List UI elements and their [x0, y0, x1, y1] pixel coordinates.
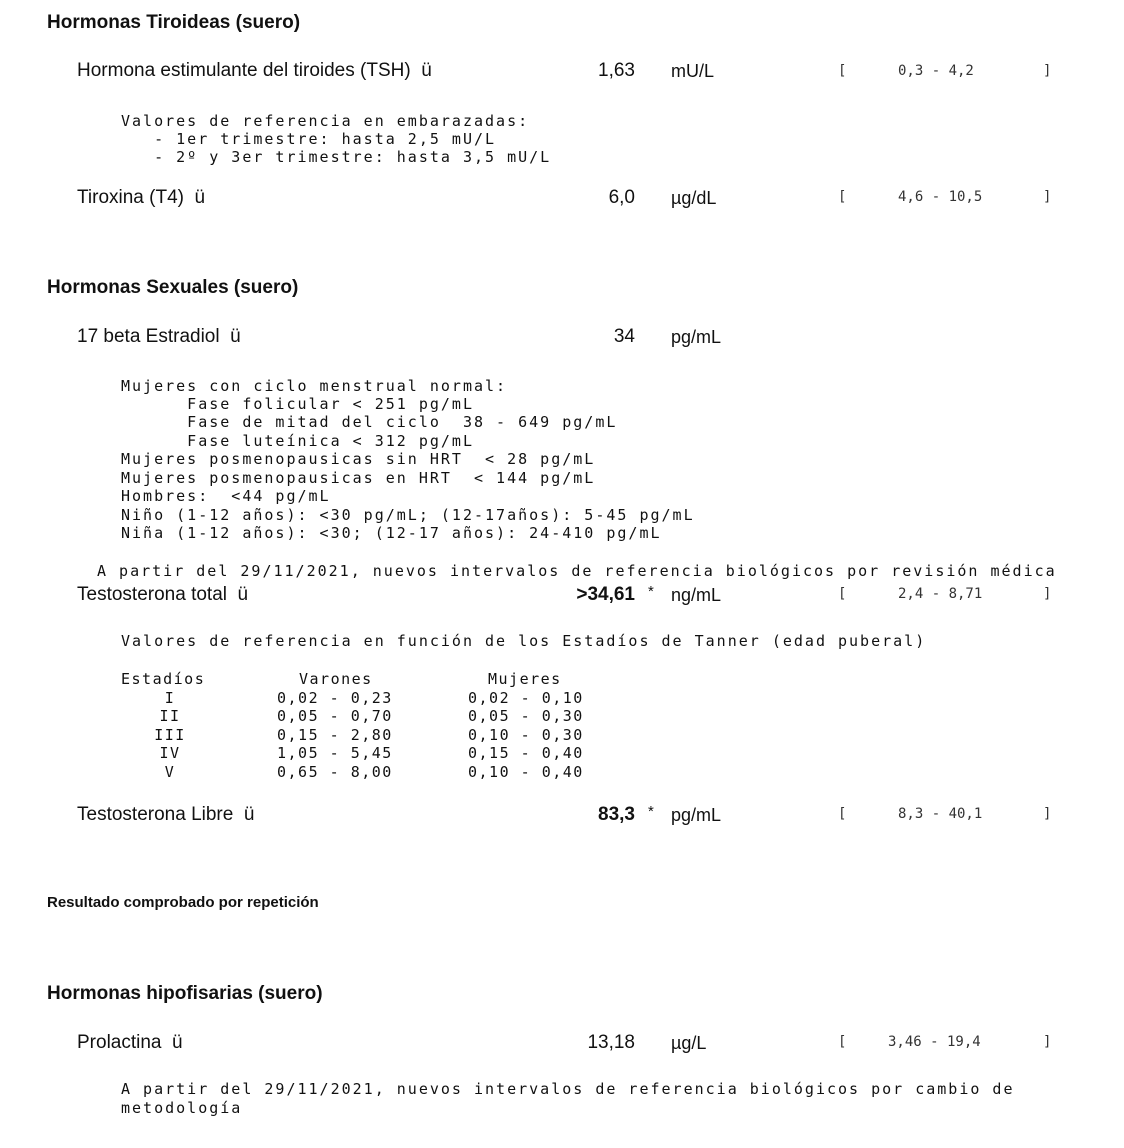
test-unit-testosterona-total: ng/mL — [671, 585, 722, 605]
note-estradiol-2: Fase folicular < 251 pg/mL — [121, 395, 474, 413]
note-estradiol-1: Mujeres con ciclo menstrual normal: — [121, 377, 508, 395]
note-estradiol-6: Mujeres posmenopausicas en HRT < 144 pg/mL — [121, 469, 596, 487]
range-open-bracket: [ — [838, 1034, 847, 1050]
test-range-tsh: 0,3 - 4,2 — [898, 63, 974, 79]
range-close-bracket: ] — [1043, 189, 1052, 205]
test-range-t4: 4,6 - 10,5 — [898, 189, 983, 205]
tanner-mujeres: 0,05 - 0,30 — [468, 707, 584, 725]
range-open-bracket: [ — [838, 806, 847, 822]
tanner-stage: IV — [159, 744, 181, 762]
note-tsh-2: - 1er trimestre: hasta 2,5 mU/L — [121, 130, 497, 148]
note-tsh-1: Valores de referencia en embarazadas: — [121, 112, 530, 130]
tanner-stage: III — [154, 726, 186, 744]
note-estradiol-9: Niña (1-12 años): <30; (12-17 años): 24-410 pg/mL — [121, 524, 662, 542]
tanner-mujeres: 0,10 - 0,40 — [468, 763, 584, 781]
note-tsh-3: - 2º y 3er trimestre: hasta 3,5 mU/L — [121, 148, 552, 166]
test-value-testosterona-libre: 83,3 — [598, 804, 635, 825]
test-unit-tsh: mU/L — [671, 61, 715, 81]
test-range-testosterona-total: 2,4 - 8,71 — [898, 586, 983, 602]
test-range-prolactina: 3,46 - 19,4 — [888, 1034, 981, 1050]
tanner-header-mujeres: Mujeres — [488, 670, 562, 688]
test-range-testosterona-libre: 8,3 - 40,1 — [898, 806, 983, 822]
note-apartir-metodologia-2: metodología — [121, 1099, 243, 1117]
note-tanner-title: Valores de referencia en función de los Estadíos de Tanner (edad puberal) — [121, 632, 927, 650]
tanner-varones: 1,05 - 5,45 — [277, 744, 393, 762]
tanner-stage: V — [164, 763, 176, 781]
note-estradiol-3: Fase de mitad del ciclo 38 - 649 pg/mL — [121, 413, 618, 431]
note-estradiol-8: Niño (1-12 años): <30 pg/mL; (12-17años): 5-45 pg/mL — [121, 506, 695, 524]
range-close-bracket: ] — [1043, 586, 1052, 602]
note-estradiol-4: Fase luteínica < 312 pg/mL — [121, 432, 474, 450]
test-value-testosterona-total: >34,61 — [576, 584, 635, 605]
test-unit-prolactina: µg/L — [671, 1033, 707, 1053]
note-repeticion: Resultado comprobado por repetición — [47, 894, 319, 911]
tanner-mujeres: 0,02 - 0,10 — [468, 689, 584, 707]
test-unit-estradiol: pg/mL — [671, 327, 722, 347]
tanner-varones: 0,15 - 2,80 — [277, 726, 393, 744]
note-apartir-revision: A partir del 29/11/2021, nuevos intervalos de referencia biológicos por revisión médica — [97, 562, 1057, 580]
tanner-varones: 0,65 - 8,00 — [277, 763, 393, 781]
abnormal-flag: * — [648, 583, 654, 600]
test-value-prolactina: 13,18 — [587, 1032, 635, 1053]
test-name-prolactina: Prolactina ü — [77, 1032, 183, 1053]
tanner-varones: 0,02 - 0,23 — [277, 689, 393, 707]
test-name-tsh: Hormona estimulante del tiroides (TSH) ü — [77, 60, 432, 81]
test-value-tsh: 1,63 — [598, 60, 635, 81]
test-name-testosterona-libre: Testosterona Libre ü — [77, 804, 255, 825]
range-open-bracket: [ — [838, 63, 847, 79]
abnormal-flag: * — [648, 803, 654, 820]
test-value-estradiol: 34 — [613, 326, 635, 347]
range-close-bracket: ] — [1043, 1034, 1052, 1050]
tanner-header-varones: Varones — [299, 670, 373, 688]
test-name-testosterona-total: Testosterona total ü — [77, 584, 249, 605]
note-estradiol-7: Hombres: <44 pg/mL — [121, 487, 331, 505]
range-open-bracket: [ — [838, 586, 847, 602]
note-apartir-metodologia-1: A partir del 29/11/2021, nuevos intervalos de referencia biológicos por cambio de — [121, 1080, 1015, 1098]
section-title-tiroideas: Hormonas Tiroideas (suero) — [47, 12, 301, 33]
range-open-bracket: [ — [838, 189, 847, 205]
section-title-hipofisarias: Hormonas hipofisarias (suero) — [47, 983, 323, 1004]
tanner-stage: II — [159, 707, 181, 725]
tanner-header-estadios: Estadíos — [121, 670, 206, 688]
test-unit-t4: µg/dL — [671, 188, 717, 208]
test-name-estradiol: 17 beta Estradiol ü — [77, 326, 241, 347]
test-value-t4: 6,0 — [608, 187, 635, 208]
section-title-sexuales: Hormonas Sexuales (suero) — [47, 277, 299, 298]
test-unit-testosterona-libre: pg/mL — [671, 805, 722, 825]
range-close-bracket: ] — [1043, 806, 1052, 822]
tanner-mujeres: 0,10 - 0,30 — [468, 726, 584, 744]
range-close-bracket: ] — [1043, 63, 1052, 79]
tanner-varones: 0,05 - 0,70 — [277, 707, 393, 725]
tanner-stage: I — [164, 689, 176, 707]
tanner-mujeres: 0,15 - 0,40 — [468, 744, 584, 762]
note-estradiol-5: Mujeres posmenopausicas sin HRT < 28 pg/mL — [121, 450, 596, 468]
test-name-t4: Tiroxina (T4) ü — [77, 187, 206, 208]
